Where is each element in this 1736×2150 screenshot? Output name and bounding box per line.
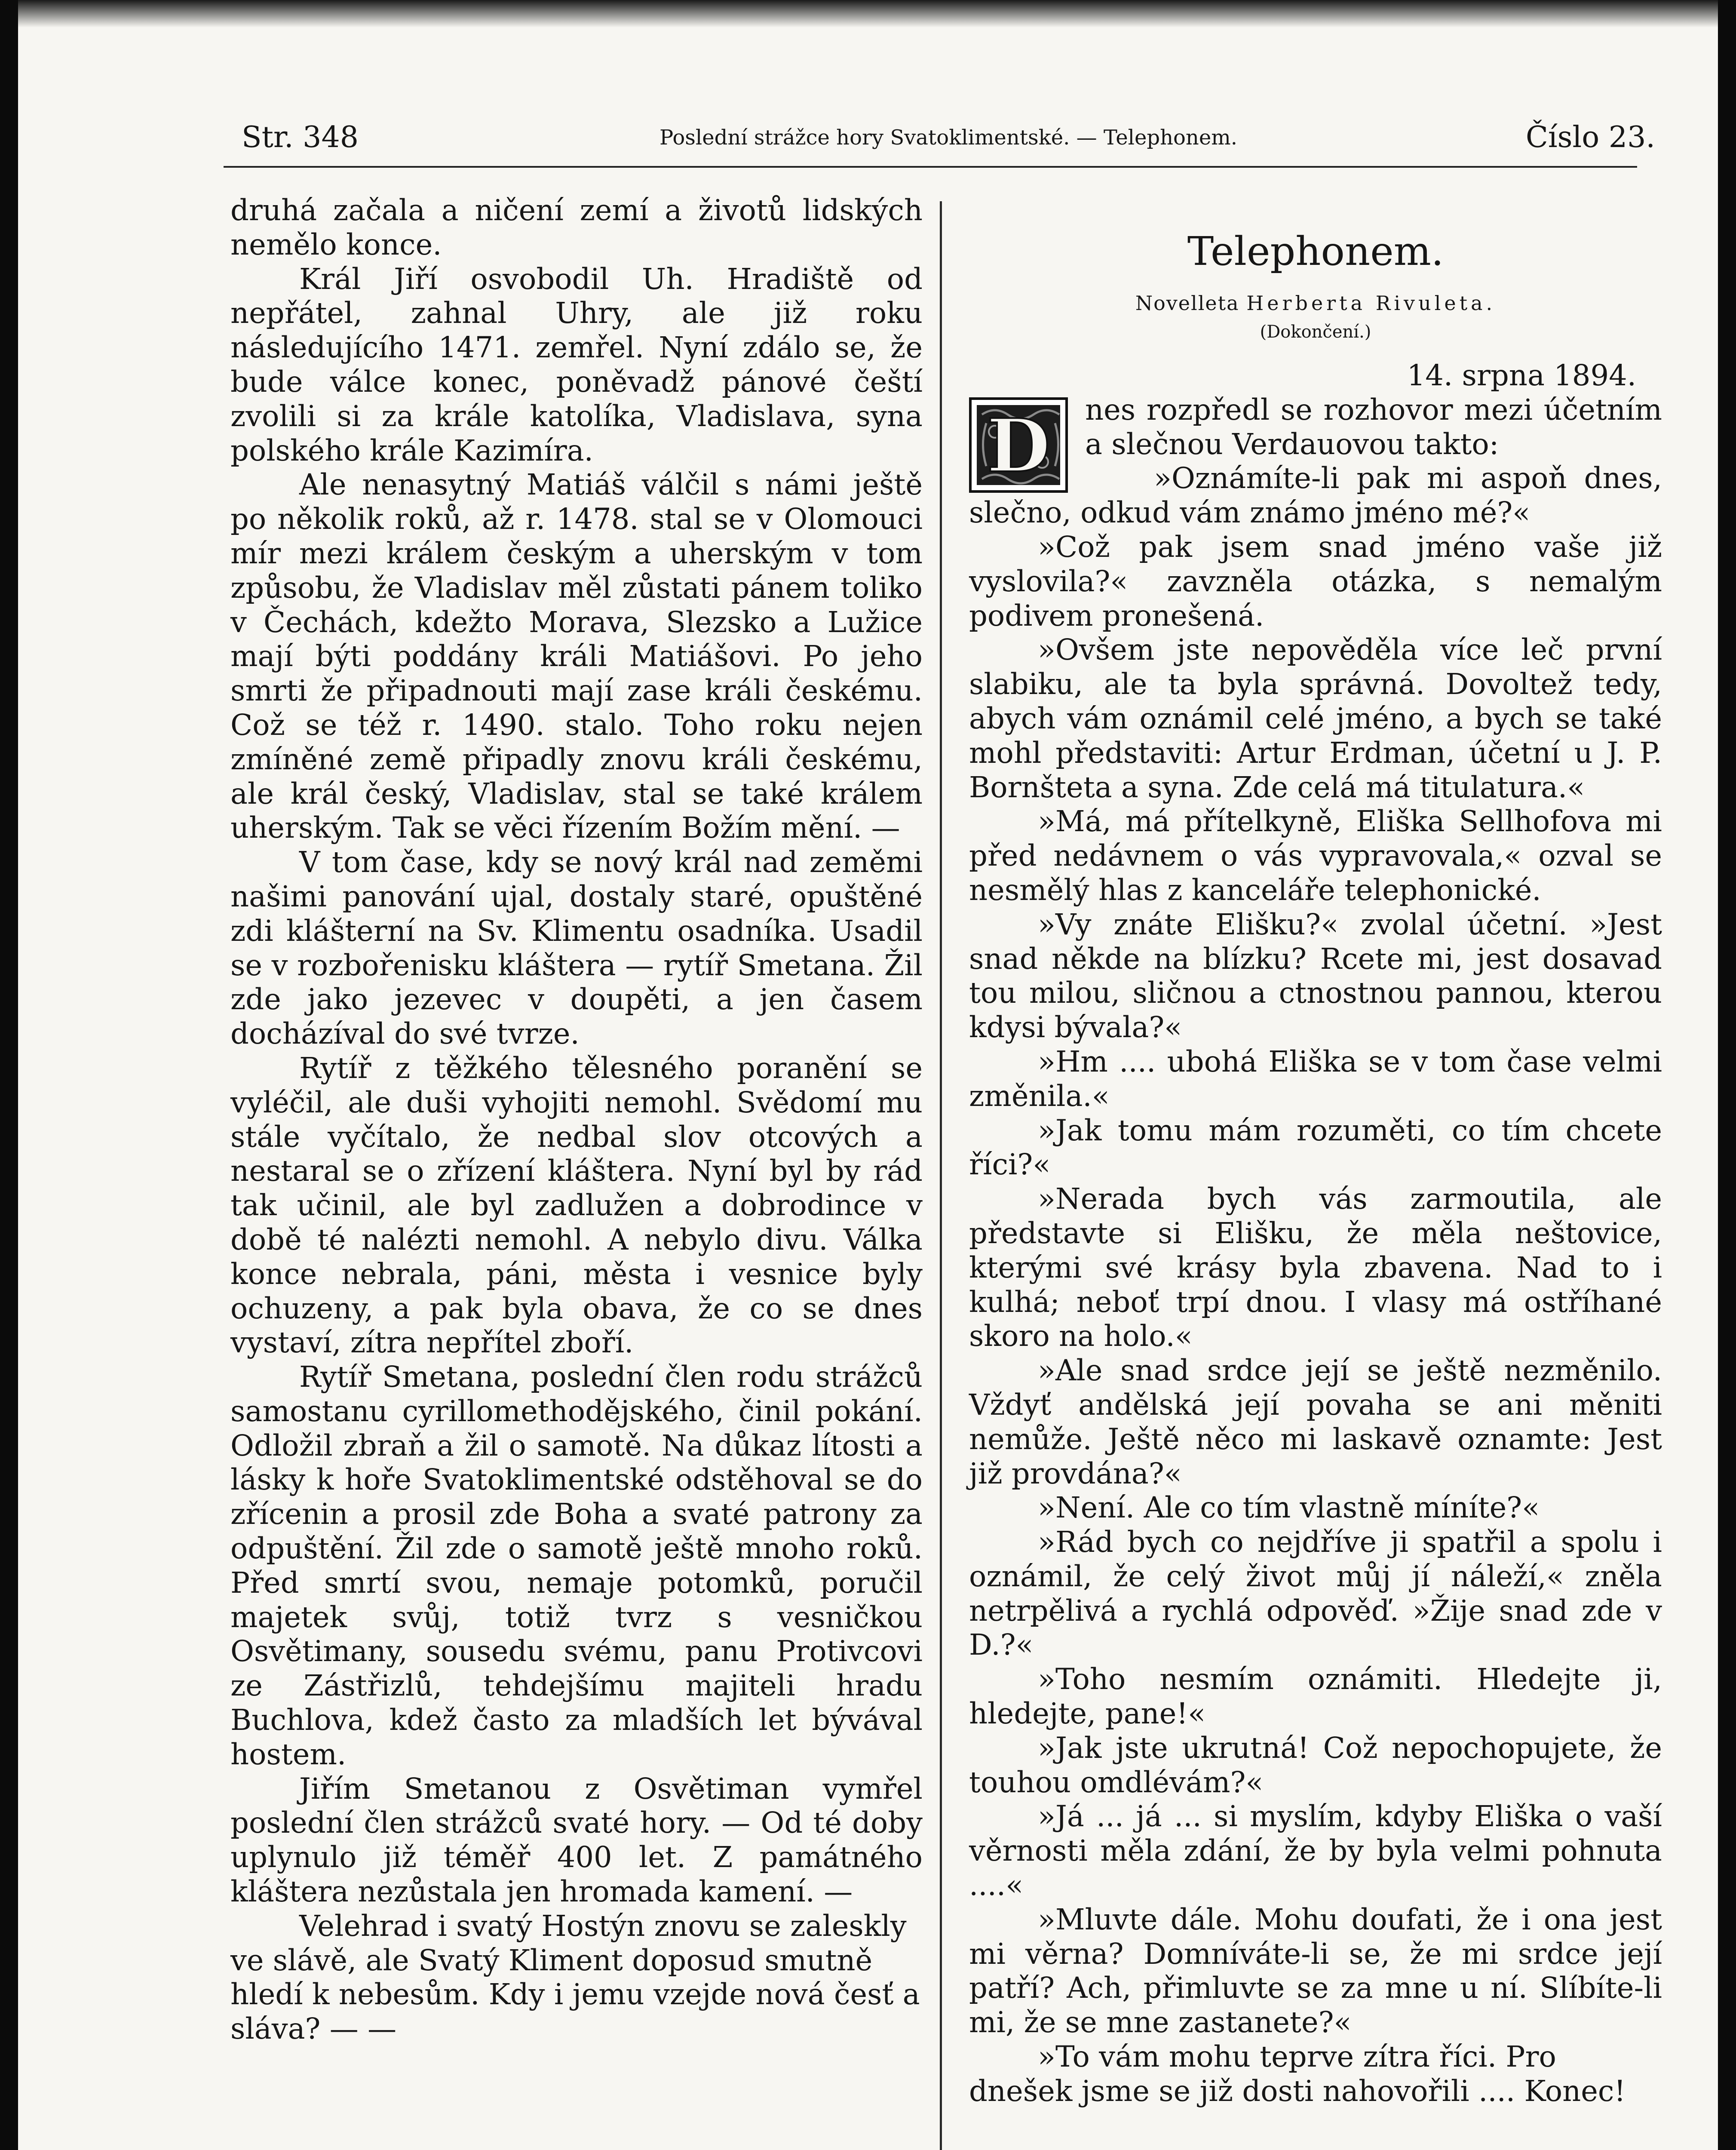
story-byline <box>969 288 1662 318</box>
header-rule <box>224 166 1637 168</box>
dialogue-paragraph: »Vy znáte Elišku?« zvolal účetní. »Jest snad někde na blízku? Rcete mi, jest dosavad tou milou, sličnou a ctnostnou pannou, kterou kdysi bývala?« <box>969 907 1662 1044</box>
decorative-initial-icon <box>969 397 1068 493</box>
dialogue-paragraph: »Ovšem jste nepověděla více leč první slabiku, ale ta byla správná. Dovoltež tedy, abych vám oznámil celé jméno, a bych se také mohl představiti: Artur Erdman, účetní u J. P. Bornšteta a syna. Zde celá má titulatura.« <box>969 633 1662 804</box>
left-paragraph: Velehrad i svatý Hostýn znovu se zaleskly ve slávě, ale Svatý Kliment doposud smutně hledí k nebesům. Kdy i jemu vzejde nová česť a sláva? — — <box>230 1909 920 2046</box>
dateline: 14. srpna 1894. <box>1407 359 1636 392</box>
left-paragraph: Král Jiří osvobodil Uh. Hradiště od nepřátel, zahnal Uhry, ale již roku následujícího 1471. zemřel. Nyní zdálo se, že bude válce konec, poněvadž pánové čeští zvolili si za krále katolíka, Vladislava, syna polského krále Kazimíra. <box>230 262 923 467</box>
column-divider <box>940 201 942 2150</box>
dialogue-paragraph: »Mluvte dále. Mohu doufati, že i ona jest mi věrna? Domníváte-li se, že mi srdce její patří? Ach, přimluvte se za mne u ní. Slíbíte-li mi, že se mne zastanete?« <box>969 1902 1662 2039</box>
left-paragraph: Rytíř Smetana, poslední člen rodu strážců samostanu cyrillomethodějského, činil pokání. Odložil zbraň a žil o samotě. Na důkaz lítosti a lásky k hoře Svatoklimentské odstěhoval se do zřícenin a prosil zde Boha a svaté patrony za odpuštění. Žil zde o samotě ještě mnoho roků. Před smrtí svou, nemaje potomků, poručil majetek svůj, totiž tvrz s vesničkou Osvětimany, sousedu svému, panu Protivcovi ze Zástřizlů, tehdejšímu majiteli hradu Buchlova, kdež často za mladších let bývával hostem. <box>230 1360 923 1771</box>
dialogue-paragraph: »Nerada bych vás zarmoutila, ale představte si Elišku, že měla neštovice, kterými své krásy byla zbavena. Nad to i kulhá; neboť trpí dnou. I vlasy má ostříhané skoro na holo.« <box>969 1182 1662 1353</box>
opening-text: nes rozpředl se rozhovor mezi účetním a slečnou Verdauovou takto: <box>1085 393 1662 461</box>
dialogue-paragraph: »Není. Ale co tím vlastně míníte?« <box>1038 1491 1540 1525</box>
left-paragraph: Rytíř z těžkého tělesného poranění se vyléčil, ale duši vyhojiti nemohl. Svědomí mu stále vyčítalo, že nedbal slov otcových a nestaral se o zřízení kláštera. Nyní byl by rád tak učinil, ale byl zadlužen a dobrodince v době té nalézti nemohl. A nebylo divu. Válka konce nebrala, páni, města i vesnice byly ochuzeny, a pak byla obava, že co se dnes vystaví, zítra nepřítel zboří. <box>230 1051 923 1360</box>
left-paragraph: V tom čase, kdy se nový král nad zeměmi našimi panování ujal, dostaly staré, opuštěné zdi klášterní na Sv. Klimentu osadníka. Usadil se v rozbořenisku kláštera — rytíř Smetana. Žil zde jako jezevec v doupěti, a jen časem docházíval do své tvrze. <box>230 845 923 1051</box>
dialogue-paragraph: »Což pak jsem snad jméno vaše již vyslovila?« zavzněla otázka, s nemalým podivem pronešená. <box>969 530 1662 633</box>
page-number: Str. 348 <box>242 120 359 154</box>
left-paragraph: Jiřím Smetanou z Osvětiman vymřel poslední člen strážců svaté hory. — Od té doby uplynulo již téměř 400 let. Z památného kláštera nezůstala jen hromada kamení. — <box>230 1772 923 1909</box>
opening-paragraph <box>969 393 1662 489</box>
byline-prefix: Novelleta <box>1135 292 1247 315</box>
running-title: Poslední strážce hory Svatoklimentské. — Telephonem. <box>659 126 1238 150</box>
issue-number: Číslo 23. <box>1525 120 1655 154</box>
left-paragraph: druhá začala a ničení zemí a životů lidských nemělo konce. <box>230 194 923 261</box>
right-column <box>969 194 1662 2109</box>
dialogue-paragraph: »Má, má přítelkyně, Eliška Sellhofova mi před nedávnem o vás vypravovala,« ozval se nesmělý hlas z kanceláře telephonické. <box>969 805 1662 907</box>
dialogue-paragraph: »Hm .... ubohá Eliška se v tom čase velmi změnila.« <box>969 1044 1662 1113</box>
dialogue-paragraph: »Rád bych co nejdříve ji spatřil a spolu i oznámil, že celý život můj jí náleží,« zněla netrpělivá a rychlá odpověď. »Žije snad zde v D.?« <box>969 1525 1662 1662</box>
running-header <box>242 120 1655 168</box>
dialogue-paragraph: »Já ... já ... si myslím, kdyby Eliška o vaší věrnosti měla zdání, že by byla velmi pohnuta ....« <box>969 1800 1662 1902</box>
story-title: Telephonem. <box>1187 228 1444 274</box>
dialogue-paragraph: »Jak tomu mám rozuměti, co tím chcete říci?« <box>969 1113 1662 1182</box>
dialogue-paragraph: »Oznámíte-li pak mi aspoň dnes, slečno, odkud vám známo jméno mé?« <box>969 461 1662 530</box>
dialogue-paragraph: »Ale snad srdce její se ještě nezměnilo. Vždyť andělská její povaha se ani měniti nemůže. Ještě něco mi laskavě oznamte: Jest již provdána?« <box>969 1354 1662 1490</box>
dialogue-paragraph: »To vám mohu teprve zítra říci. Pro dnešek jsme se již dosti nahovořili .... Konec! <box>969 2040 1626 2108</box>
drop-cap-letter: D <box>987 402 1050 489</box>
continuation-note: (Dokončení.) <box>1260 322 1371 342</box>
left-column <box>230 194 923 2046</box>
left-paragraph: Ale nenasytný Matiáš válčil s námi ještě po několik roků, až r. 1478. stal se v Olomouci mír mezi králem českým a uherským v tom způsobu, že Vladislav měl zůstati pánem toliko v Čechách, kdežto Morava, Slezsko a Lužice mají býti poddány králi Matiášovi. Po jeho smrti že připadnouti mají zase králi českému. Což se též r. 1490. stalo. Toho roku nejen zmíněné země připadly znovu králi českému, ale král český, Vladislav, stal se také králem uherským. Tak se věci řízením Božím mění. — <box>230 468 923 845</box>
dialogue-paragraph: »Toho nesmím oznámiti. Hledejte ji, hledejte, pane!« <box>969 1662 1662 1731</box>
byline-author: Herberta Rivuleta. <box>1246 292 1496 315</box>
dialogue-paragraph: »Jak jste ukrutná! Což nepochopujete, že touhou omdlévám?« <box>969 1731 1662 1799</box>
